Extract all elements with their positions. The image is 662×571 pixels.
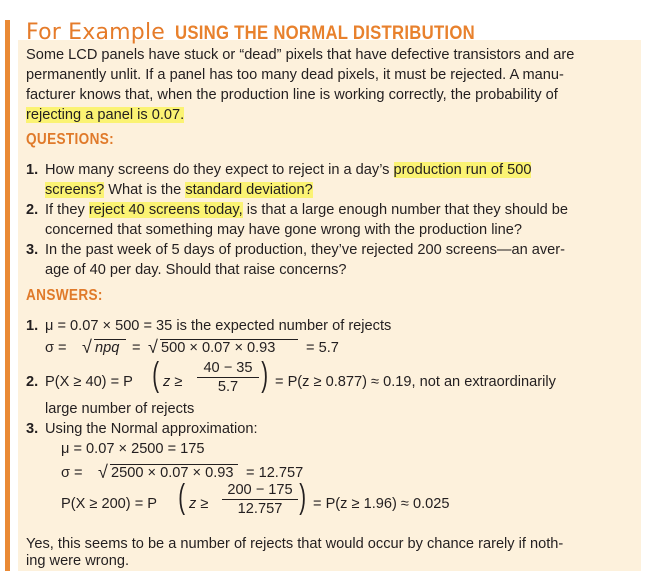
answer-3-line-1: Using the Normal approximation: [45,421,258,437]
open-paren: ( [178,478,186,516]
conclusion-line-1: Yes, this seems to be a number of rejects that would occur by chance rarely if noth- [26,536,564,552]
answer-1-line-1: μ = 0.07 × 500 = 35 is the expected number of rejects [45,318,392,334]
questions-heading: QUESTIONS: [26,131,115,148]
accent-bar [5,20,10,571]
q2-highlight: reject 40 screens today, [88,202,243,218]
answer-2-number: 2. [26,374,39,390]
title-main: For Example [26,20,166,45]
answer-3-sigma-lhs: σ = [61,465,83,481]
sqrt-symbol: √ [82,337,92,357]
q1-text: How many screens do they expect to reject in a day’s [45,162,394,178]
answer-2-rhs: = P(z ≥ 0.877) ≈ 0.19, not an extraordinarily [275,374,556,390]
answer-3-number: 3. [26,421,39,437]
z-ge: z ≥ [163,374,183,390]
intro-line-1: Some LCD panels have stuck or “dead” pixels that have defective transistors and are [26,47,575,63]
close-paren: ) [299,478,307,516]
fraction-bar [222,499,298,500]
question-2-line-2: concerned that something may have gone wrong with the production line? [45,222,523,238]
question-1-line-1 [45,160,531,180]
q1-highlight-3: standard deviation? [185,182,313,198]
question-2-line-1 [45,200,568,220]
question-1-line-2 [45,180,313,200]
close-paren: ) [261,356,269,394]
intro-line-3: facturer knows that, when the production line is working correctly, the probability of [26,87,558,103]
q2-text-2: is that a large enough number that they should be [242,202,569,218]
answers-heading: ANSWERS: [26,287,103,304]
fraction-bar [197,377,259,378]
answer-3-rhs: = P(z ≥ 1.96) ≈ 0.025 [313,496,450,512]
q1-highlight-1: production run of 500 [393,162,532,178]
sigma-result: = 12.757 [246,465,304,481]
fraction [197,360,259,395]
question-3-number: 3. [26,242,39,258]
sqrt-symbol: √ [98,462,108,482]
denominator: 5.7 [217,379,239,395]
question-3-line-2: age of 40 per day. Should that raise concerns? [45,262,347,278]
sqrt-expression: 2500 × 0.07 × 0.93 [111,465,234,481]
sigma-result: = 5.7 [306,340,339,356]
answer-3-mu: μ = 0.07 × 2500 = 175 [61,441,205,457]
answer-2-line-2: large number of rejects [45,401,195,417]
equals: = [132,340,141,356]
example-title [26,22,516,46]
answer-3-p-lhs: P(X ≥ 200) = P [61,496,158,512]
answer-1-number: 1. [26,318,39,334]
sqrt-npq: npq [95,340,120,356]
highlight: rejecting a panel is 0.07. [26,107,185,123]
answer-1-sigma [45,338,67,358]
intro-line-2: permanently unlit. If a panel has too many dead pixels, it must be rejected. A manu- [26,67,564,83]
sigma-lhs: σ = [45,340,67,356]
sqrt-symbol: √ [148,337,158,357]
answer-2-lhs: P(X ≥ 40) = P [45,374,133,390]
question-1-number: 1. [26,162,39,178]
denominator: 12.757 [237,501,283,517]
question-2-number: 2. [26,202,39,218]
title-sub: USING THE NORMAL DISTRIBUTION [175,23,475,44]
numerator: 40 − 35 [203,360,253,376]
intro-line-4 [26,105,184,125]
fraction [222,482,298,517]
numerator: 200 − 175 [227,482,293,498]
q1-highlight-2: screens? [45,182,105,198]
q2-text: If they [45,202,89,218]
open-paren: ( [152,356,160,394]
q1-text-2: What is the [104,182,186,198]
z-ge: z ≥ [189,496,209,512]
question-3-line-1: In the past week of 5 days of production, they’ve rejected 200 screens—an aver- [45,242,565,258]
conclusion-line-2: ing were wrong. [26,553,130,569]
sqrt-expression: 500 × 0.07 × 0.93 [161,340,276,356]
